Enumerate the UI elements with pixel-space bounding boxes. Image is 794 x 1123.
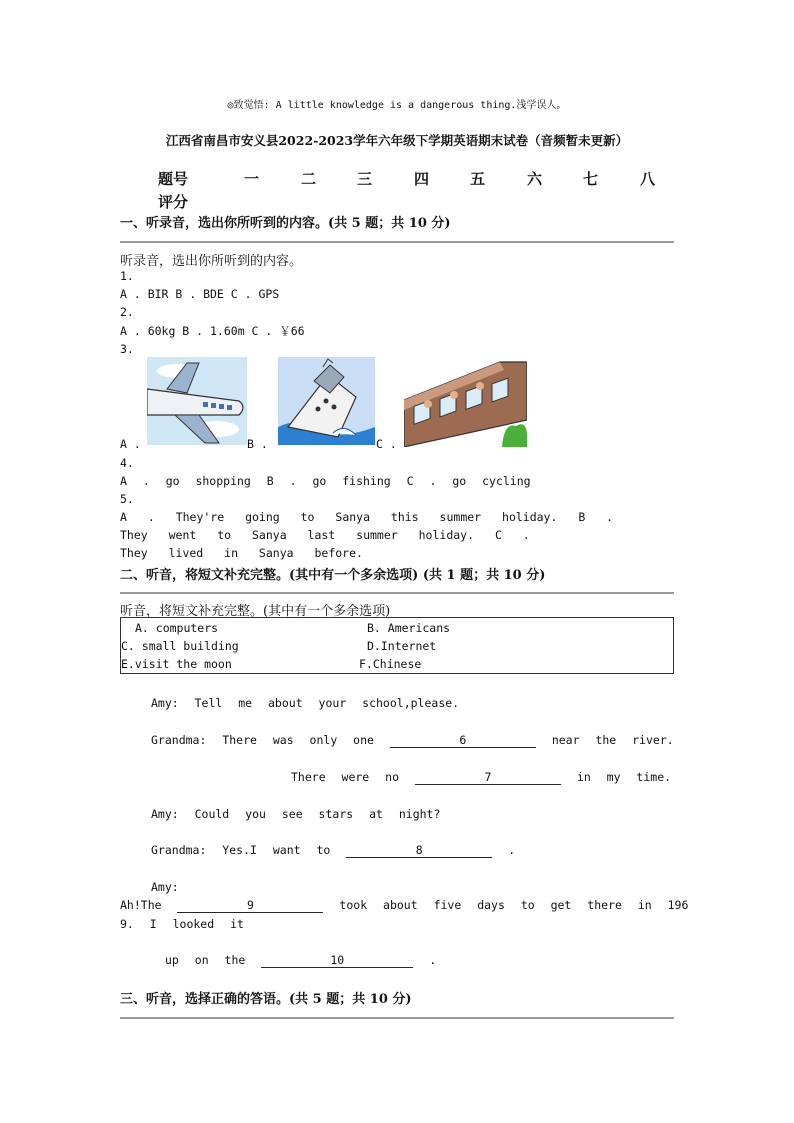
page-title: 江西省南昌市安义县2022-2023学年六年级下学期英语期末试卷（音频暂未更新） [165, 133, 629, 148]
score-col-1: 一 [244, 170, 260, 188]
section-2-divider [120, 592, 674, 594]
score-col-8: 八 [640, 170, 656, 188]
score-row-label: 评分 [158, 193, 189, 211]
option-b: B. Americans [367, 621, 451, 635]
q4-number: 4. [120, 456, 134, 470]
dialog-line-7 [120, 898, 688, 913]
option-e: E.visit the moon [121, 657, 232, 671]
blank-7[interactable]: 7 [415, 770, 561, 785]
dialog-line-7-tail: took about five days to get there in 196 [339, 898, 689, 912]
score-table-head-label: 题号 [158, 170, 189, 188]
q3-option-c-label: C . [376, 437, 397, 451]
section-3-divider [120, 1017, 674, 1019]
ship-image [278, 357, 375, 445]
score-col-6: 六 [527, 170, 543, 188]
dialog-line-3-text: There were no [291, 770, 400, 784]
dialog-line-2-text: Grandma: There was only one [151, 733, 374, 747]
q2-number: 2. [120, 305, 134, 319]
option-d: D.Internet [367, 639, 437, 653]
section-3-heading: 三、听音，选择正确的答语。(共 5 题；共 10 分) [120, 992, 412, 1007]
q5-line-1: A . They're going to Sanya this summer holiday. B . [120, 510, 614, 524]
score-col-5: 五 [470, 170, 486, 188]
q3-number: 3. [120, 342, 134, 356]
dialog-line-8: 9. I looked it [120, 917, 244, 931]
q2-options: A . 60kg B . 1.60m C . ￥66 [120, 324, 305, 338]
dialog-line-5-tail: . [508, 843, 516, 857]
dialog-line-6: Amy: [151, 880, 179, 894]
q5-line-2: They went to Sanya last summer holiday. C . [120, 528, 530, 542]
dialog-line-3 [291, 770, 671, 785]
q5-number: 5. [120, 492, 134, 506]
q1-options: A . BIR B . BDE C . GPS [120, 287, 280, 301]
dialog-line-7-text: Ah!The [120, 898, 162, 912]
dialog-line-9 [165, 953, 436, 968]
dialog-line-2-tail: near the river. [551, 733, 674, 747]
blank-9[interactable]: 9 [177, 898, 323, 913]
blank-10[interactable]: 10 [261, 953, 413, 968]
section-1-divider [120, 241, 674, 243]
dialog-line-5 [151, 843, 515, 858]
train-image [404, 360, 527, 447]
score-col-7: 七 [583, 170, 599, 188]
section-2-heading: 二、听音，将短文补充完整。(其中有一个多余选项) (共 1 题；共 10 分) [120, 568, 546, 583]
dialog-line-5-text: Grandma: Yes.I want to [151, 843, 331, 857]
q3-option-a-label: A . [120, 437, 141, 451]
section-1-heading: 一、听录音，选出你所听到的内容。(共 5 题；共 10 分) [120, 216, 451, 231]
dialog-line-3-tail: in my time. [576, 770, 672, 784]
option-a: A. computers [135, 621, 219, 635]
score-col-2: 二 [301, 170, 317, 188]
score-col-3: 三 [357, 170, 373, 188]
blank-8[interactable]: 8 [346, 843, 492, 858]
airplane-image [147, 357, 247, 445]
dialog-line-4: Amy: Could you see stars at night? [151, 807, 441, 821]
q4-options: A . go shopping B . go fishing C . go cycling [120, 474, 531, 488]
q1-number: 1. [120, 269, 134, 283]
section-2-instruction: 听音，将短文补充完整。(其中有一个多余选项) [120, 604, 391, 619]
section-1-instruction: 听录音，选出你所听到的内容。 [120, 254, 303, 269]
option-c: C. small building [121, 639, 239, 653]
page-motto: ◎致觉悟: A little knowledge is a dangerous thing.浅学误人。 [227, 100, 567, 111]
options-box [120, 617, 674, 674]
option-f: F.Chinese [359, 657, 422, 671]
dialog-line-1: Amy: Tell me about your school,please. [151, 696, 460, 710]
dialog-line-9-tail: . [429, 953, 437, 967]
dialog-line-2 [151, 733, 674, 748]
dialog-line-9-text: up on the [165, 953, 246, 967]
q5-line-3: They lived in Sanya before. [120, 546, 363, 560]
q3-option-b-label: B . [247, 437, 268, 451]
blank-6[interactable]: 6 [390, 733, 536, 748]
score-col-4: 四 [414, 170, 430, 188]
